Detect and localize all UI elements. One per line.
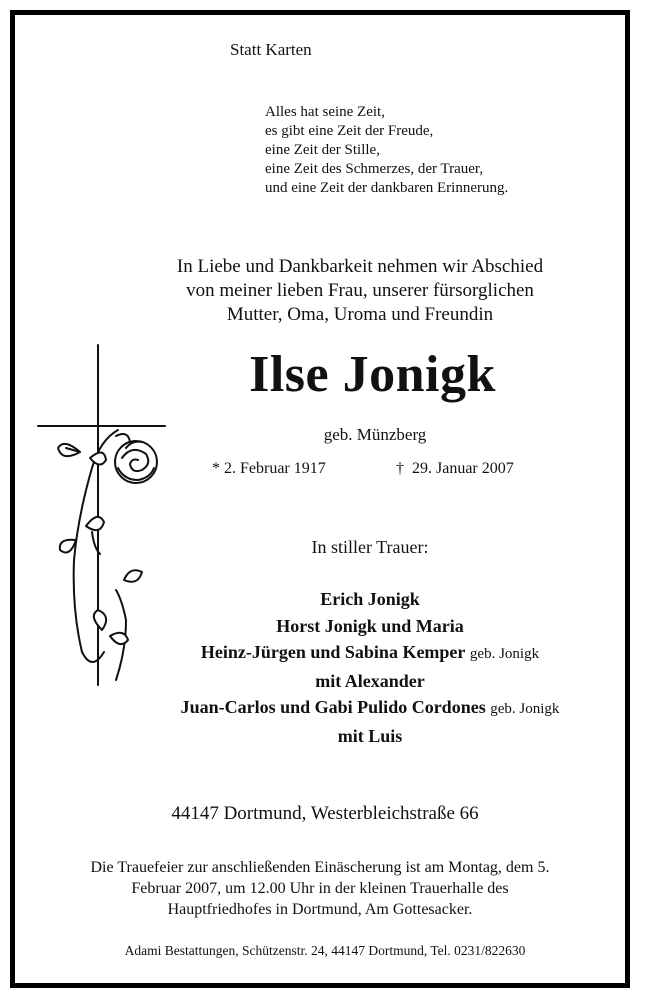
service-info — [30, 857, 610, 920]
mourner-name: mit Luis — [337, 725, 403, 746]
intro-line: von meiner lieben Frau, unserer fürsorglichen — [186, 280, 534, 301]
poem — [265, 103, 605, 198]
intro-line: In Liebe und Dankbarkeit nehmen wir Abschied — [176, 256, 544, 277]
statt-karten: Statt Karten — [230, 40, 312, 59]
mourner-row — [110, 694, 630, 723]
mourner-row — [110, 639, 630, 668]
deceased-name: Ilse Jonigk — [249, 346, 496, 403]
service-line: Hauptfriedhofes in Dortmund, Am Gottesacker. — [167, 901, 473, 918]
mourner-row — [110, 586, 630, 613]
mourner-row — [110, 668, 630, 695]
mourner-name: Juan-Carlos und Gabi Pulido Cordones — [180, 697, 486, 717]
poem-line: eine Zeit der Stille, — [265, 142, 380, 158]
mourner-name: Horst Jonigk und Maria — [276, 615, 464, 636]
mourner-row — [110, 613, 630, 640]
mourner-note: geb. Jonigk — [490, 701, 560, 717]
maiden-name: geb. Münzberg — [323, 425, 427, 444]
poem-line: es gibt eine Zeit der Freude, — [265, 123, 434, 139]
service-line: Die Trauefeier zur anschließenden Einäscherung ist am Montag, dem 5. — [90, 859, 550, 876]
death-date-line — [396, 460, 514, 478]
mourner-row — [110, 723, 630, 750]
dagger-symbol: † — [396, 460, 404, 477]
mourning-heading: In stiller Trauer: — [311, 537, 429, 557]
service-line: Februar 2007, um 12.00 Uhr in der kleinen Trauerhalle des — [131, 880, 509, 897]
poem-line: und eine Zeit der dankbaren Erinnerung. — [265, 180, 509, 196]
poem-line: eine Zeit des Schmerzes, der Trauer, — [265, 161, 484, 177]
death-date: 29. Januar 2007 — [412, 460, 514, 477]
intro-text — [120, 255, 600, 327]
family-address: 44147 Dortmund, Westerbleichstraße 66 — [171, 803, 479, 824]
poem-line: Alles hat seine Zeit, — [265, 104, 385, 120]
mourner-name: mit Alexander — [315, 670, 425, 691]
birth-date: * 2. Februar 1917 — [212, 460, 326, 477]
intro-line: Mutter, Oma, Uroma und Freundin — [226, 304, 494, 325]
mourner-note: geb. Jonigk — [469, 646, 540, 662]
mourner-name: Heinz-Jürgen und Sabina Kemper — [200, 642, 466, 662]
funeral-home-info: Adami Bestattungen, Schützenstr. 24, 44147 Dortmund, Tel. 0231/822630 — [124, 943, 526, 958]
mourner-list — [110, 586, 630, 749]
mourner-name: Erich Jonigk — [320, 589, 420, 609]
